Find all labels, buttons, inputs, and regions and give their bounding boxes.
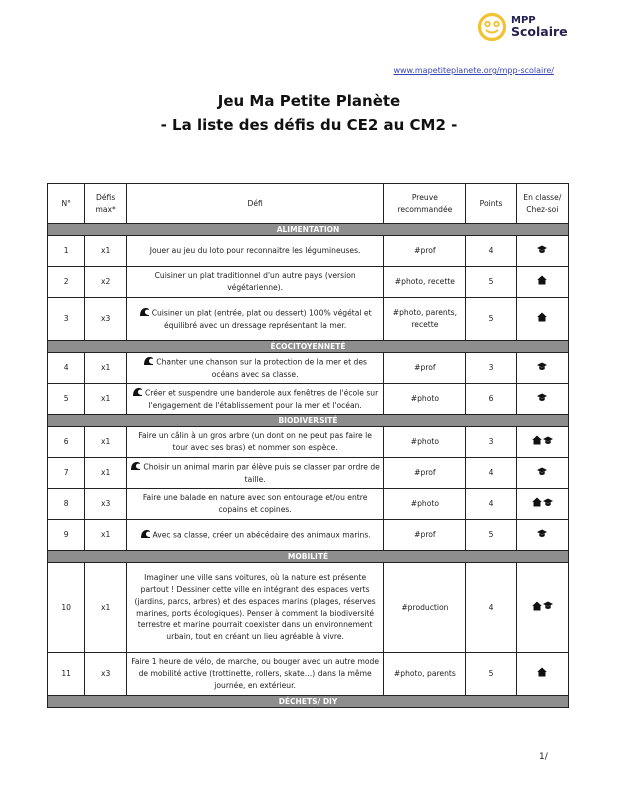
- school-cap-icon: [537, 467, 547, 480]
- table-row: [48, 384, 569, 415]
- challenge-max: x1: [85, 353, 127, 384]
- school-cap-icon: [537, 362, 547, 375]
- challenge-points: 6: [466, 384, 516, 415]
- challenge-description: [126, 520, 383, 551]
- home-icon: [537, 312, 547, 326]
- challenge-points: 5: [466, 298, 516, 341]
- challenge-points: 4: [466, 489, 516, 520]
- challenge-location: [516, 353, 568, 384]
- challenge-max: x1: [85, 427, 127, 458]
- page-title: Jeu Ma Petite Planète: [217, 92, 401, 110]
- table-row: [48, 353, 569, 384]
- challenge-description: [126, 236, 383, 267]
- table-row: [48, 458, 569, 489]
- home-icon: [532, 601, 542, 615]
- challenge-proof: #photo, parents, recette: [384, 298, 466, 341]
- challenge-number: 9: [48, 520, 85, 551]
- ocean-wave-icon: [132, 387, 142, 400]
- challenge-location: [516, 267, 568, 298]
- challenge-location: [516, 298, 568, 341]
- challenge-proof: #photo: [384, 427, 466, 458]
- section-row: [48, 551, 569, 563]
- challenge-number: 4: [48, 353, 85, 384]
- challenge-max: x3: [85, 489, 127, 520]
- col-header-max: Défis max*: [85, 184, 127, 224]
- logo-line-2: Scolaire: [511, 23, 568, 39]
- ocean-wave-icon: [140, 529, 150, 542]
- section-row: [48, 696, 569, 708]
- challenge-proof: #photo: [384, 384, 466, 415]
- section-row: [48, 341, 569, 353]
- challenge-proof: #prof: [384, 458, 466, 489]
- challenge-max: x1: [85, 458, 127, 489]
- challenge-proof: #production: [384, 563, 466, 653]
- challenge-points: 5: [466, 653, 516, 696]
- challenge-points: 4: [466, 458, 516, 489]
- home-icon: [537, 667, 547, 681]
- challenge-proof: #photo: [384, 489, 466, 520]
- col-header-challenge: Défi: [126, 184, 383, 224]
- home-icon: [532, 435, 542, 449]
- challenge-text: Chanter une chanson sur la protection de la mer et des océans avec sa classe.: [156, 357, 367, 379]
- ocean-wave-icon: [130, 461, 140, 474]
- mpp-scolaire-logo: [477, 12, 568, 42]
- home-icon: [532, 497, 542, 511]
- col-header-number: N°: [48, 184, 85, 224]
- challenge-location: [516, 653, 568, 696]
- logo-line-1: MPP: [511, 14, 536, 26]
- section-title: BIODIVERSITÉ: [48, 415, 569, 427]
- challenge-max: x1: [85, 563, 127, 653]
- challenge-location: [516, 427, 568, 458]
- smiley-logo-icon: [477, 12, 507, 42]
- school-cap-icon: [537, 529, 547, 542]
- table-row: [48, 298, 569, 341]
- challenge-location: [516, 563, 568, 653]
- section-title: ÉCOCITOYENNETÉ: [48, 341, 569, 353]
- table-row: [48, 520, 569, 551]
- challenge-location: [516, 489, 568, 520]
- table-row: [48, 236, 569, 267]
- challenge-text: Faire 1 heure de vélo, de marche, ou bouger avec un autre mode de mobilité active (trottinette, rollers, skate…) dans la même journée, en extérieur.: [131, 657, 380, 690]
- challenge-max: x1: [85, 236, 127, 267]
- challenge-number: 1: [48, 236, 85, 267]
- school-cap-icon: [543, 601, 553, 614]
- challenge-description: [126, 563, 383, 653]
- section-title: ALIMENTATION: [48, 224, 569, 236]
- challenge-description: [126, 267, 383, 298]
- school-cap-icon: [537, 245, 547, 258]
- challenge-number: 2: [48, 267, 85, 298]
- challenge-location: [516, 458, 568, 489]
- challenge-text: Choisir un animal marin par élève puis se classer par ordre de taille.: [143, 462, 380, 484]
- challenge-text: Imaginer une ville sans voitures, où la nature est présente partout ! Dessiner cette ville en intégrant des espaces verts (jardins, parcs, arbres) et des espaces marins (plages, réserves marines, ports écologiques). Penser à comment la biodiversité terrestre et marine pourrait coexister dans un environnement urbain, tout en créant un lieu agréable à vivre.: [134, 573, 376, 642]
- ocean-wave-icon: [139, 307, 149, 320]
- ocean-wave-icon: [143, 356, 153, 369]
- section-title: DÉCHETS/ DIY: [48, 696, 569, 708]
- school-cap-icon: [543, 436, 553, 449]
- challenge-number: 5: [48, 384, 85, 415]
- table-row: [48, 563, 569, 653]
- challenge-points: 4: [466, 236, 516, 267]
- challenge-description: [126, 489, 383, 520]
- challenge-points: 3: [466, 353, 516, 384]
- challenge-proof: #photo, parents: [384, 653, 466, 696]
- challenge-number: 6: [48, 427, 85, 458]
- challenge-description: [126, 353, 383, 384]
- table-row: [48, 267, 569, 298]
- challenge-description: [126, 653, 383, 696]
- challenge-number: 7: [48, 458, 85, 489]
- school-cap-icon: [537, 393, 547, 406]
- challenge-location: [516, 520, 568, 551]
- challenge-max: x2: [85, 267, 127, 298]
- challenge-proof: #prof: [384, 520, 466, 551]
- challenge-text: Faire une balade en nature avec son entourage et/ou entre copains et copines.: [142, 493, 368, 514]
- home-icon: [537, 275, 547, 289]
- challenge-points: 5: [466, 267, 516, 298]
- challenge-description: [126, 384, 383, 415]
- page-subtitle: - La liste des défis du CE2 au CM2 -: [160, 116, 458, 134]
- challenge-number: 11: [48, 653, 85, 696]
- challenge-points: 5: [466, 520, 516, 551]
- challenge-max: x3: [85, 653, 127, 696]
- challenge-text: Jouer au jeu du loto pour reconnaitre les légumineuses.: [149, 246, 361, 256]
- col-header-points: Points: [466, 184, 516, 224]
- section-row: [48, 224, 569, 236]
- page-number: 1/: [539, 752, 548, 762]
- challenge-description: [126, 298, 383, 341]
- challenge-max: x1: [85, 384, 127, 415]
- challenges-table: [47, 183, 569, 708]
- challenge-text: Créer et suspendre une banderole aux fenêtres de l'école sur l'engagement de l'établissement pour la mer et l'océan.: [145, 388, 379, 410]
- challenge-description: [126, 458, 383, 489]
- challenge-proof: #prof: [384, 236, 466, 267]
- challenge-points: 3: [466, 427, 516, 458]
- school-cap-icon: [543, 498, 553, 511]
- challenge-proof: #prof: [384, 353, 466, 384]
- section-title: MOBILITÉ: [48, 551, 569, 563]
- table-row: [48, 427, 569, 458]
- challenge-number: 3: [48, 298, 85, 341]
- challenge-text: Cuisiner un plat (entrée, plat ou dessert) 100% végétal et équilibré avec un dressage représentant la mer.: [151, 308, 372, 330]
- challenge-location: [516, 236, 568, 267]
- challenge-proof: #photo, recette: [384, 267, 466, 298]
- challenge-description: [126, 427, 383, 458]
- table-header-row: [48, 184, 569, 224]
- challenge-number: 8: [48, 489, 85, 520]
- section-row: [48, 415, 569, 427]
- table-row: [48, 653, 569, 696]
- challenge-max: x1: [85, 520, 127, 551]
- col-header-location: En classe/ Chez-soi: [516, 184, 568, 224]
- website-link[interactable]: www.mapetiteplanete.org/mpp-scolaire/: [393, 66, 554, 75]
- challenge-max: x3: [85, 298, 127, 341]
- challenge-text: Avec sa classe, créer un abécédaire des animaux marins.: [152, 530, 371, 539]
- challenge-text: Cuisiner un plat traditionnel d'un autre pays (version végétarienne).: [154, 271, 356, 292]
- challenge-text: Faire un câlin à un gros arbre (un dont on ne peut pas faire le tour avec ses bras) et nommer son espèce.: [138, 431, 372, 452]
- challenge-points: 4: [466, 563, 516, 653]
- col-header-proof: Preuve recommandée: [384, 184, 466, 224]
- challenge-location: [516, 384, 568, 415]
- table-row: [48, 489, 569, 520]
- challenge-number: 10: [48, 563, 85, 653]
